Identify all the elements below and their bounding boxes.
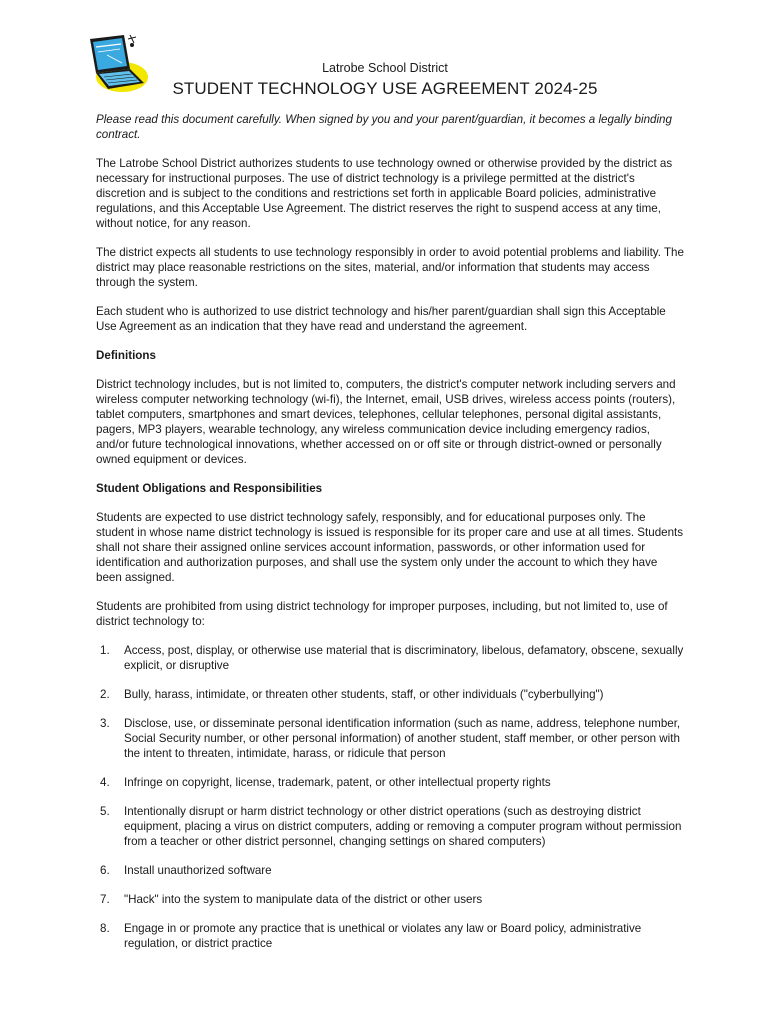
paragraph-signature: Each student who is authorized to use district technology and his/her parent/guardian shall sign this Acceptable Use Agreement as an indication that they have read and understand the agreement. — [96, 305, 666, 333]
list-item — [96, 892, 686, 907]
paragraph-authorization: The Latrobe School District authorizes students to use technology owned or otherwise provided by the district as necessary for instructional purposes. The use of district technology is a privilege permitted at the district's discretion and is subject to the conditions and restrictions set forth in applicable Board policies, administrative regulations, and this Acceptable Use Agreement. The district reserves the right to suspend access at any time, without notice, for any reason. — [96, 157, 673, 230]
list-item-number: 4. — [100, 776, 110, 789]
list-item — [96, 716, 686, 761]
paragraph-expectations: The district expects all students to use technology responsibly in order to avoid potential problems and liability. The district may place reasonable restrictions on the sites, material, and/or information that students may access through the system. — [96, 246, 684, 289]
list-item — [96, 687, 686, 702]
list-item-text: Install unauthorized software — [124, 864, 272, 877]
list-item — [96, 643, 686, 673]
list-item-text: Engage in or promote any practice that is unethical or violates any law or Board policy, administrative regulation, or district practice — [124, 922, 642, 950]
prohibited-uses-intro: Students are prohibited from using district technology for improper purposes, including, but not limited to, use of district technology to: — [96, 600, 668, 628]
list-item-text: Intentionally disrupt or harm district technology or other district operations (such as destroying district equipment, placing a virus on district computers, adding or removing a computer program without permission from a teacher or other district personnel, changing settings on shared computers) — [124, 805, 682, 848]
definitions-text: District technology includes, but is not limited to, computers, the district's computer network including servers and wireless computer networking technology (wi-fi), the Internet, email, USB drives, wireless access points (routers), tablet computers, smartphones and smart devices, telephones, cellular telephones, personal digital assistants, pagers, MP3 players, wearable technology, any wireless communication device including emergency radios, and/or future technological innovations, whether accessed on or off site or through district-owned or personally owned equipment or devices. — [96, 378, 676, 466]
obligations-text: Students are expected to use district technology safely, responsibly, and for educational purposes only. The student in whose name district technology is issued is responsible for its proper care and use at all times. Students shall not share their assigned online services account information, passwords, or other information used for identification and authorization purposes, and shall use the system only under the account to which they have been assigned. — [96, 511, 684, 584]
list-item-text: "Hack" into the system to manipulate data of the district or other users — [124, 893, 483, 906]
list-item-number: 2. — [100, 688, 110, 701]
list-item-number: 3. — [100, 717, 110, 730]
document-title: STUDENT TECHNOLOGY USE AGREEMENT 2024-25 — [172, 79, 598, 98]
list-item — [96, 921, 686, 951]
obligations-heading: Student Obligations and Responsibilities — [96, 482, 323, 495]
list-item-text: Access, post, display, or otherwise use material that is discriminatory, libelous, defamatory, obscene, sexually explicit, or disruptive — [124, 644, 684, 672]
document-body — [96, 112, 686, 965]
list-item — [96, 775, 686, 790]
prohibited-uses-list — [96, 643, 686, 951]
list-item-number: 5. — [100, 805, 110, 818]
list-item-number: 1. — [100, 644, 110, 657]
list-item-text: Disclose, use, or disseminate personal identification information (such as name, address, telephone number, Social Security number, or other personal information) of another student, staff member, or other person with the intent to threaten, intimidate, harass, or ridicule that person — [124, 717, 681, 760]
intro-notice: Please read this document carefully. When signed by you and your parent/guardian, it becomes a legally binding contract. — [96, 113, 672, 141]
list-item-text: Infringe on copyright, license, trademark, patent, or other intellectual property rights — [124, 776, 551, 789]
list-item-text: Bully, harass, intimidate, or threaten other students, staff, or other individuals ("cyberbullying") — [124, 688, 604, 701]
list-item-number: 6. — [100, 864, 110, 877]
list-item-number: 8. — [100, 922, 110, 935]
definitions-heading: Definitions — [96, 349, 156, 362]
district-name: Latrobe School District — [322, 61, 448, 75]
list-item-number: 7. — [100, 893, 110, 906]
list-item — [96, 863, 686, 878]
list-item — [96, 804, 686, 849]
